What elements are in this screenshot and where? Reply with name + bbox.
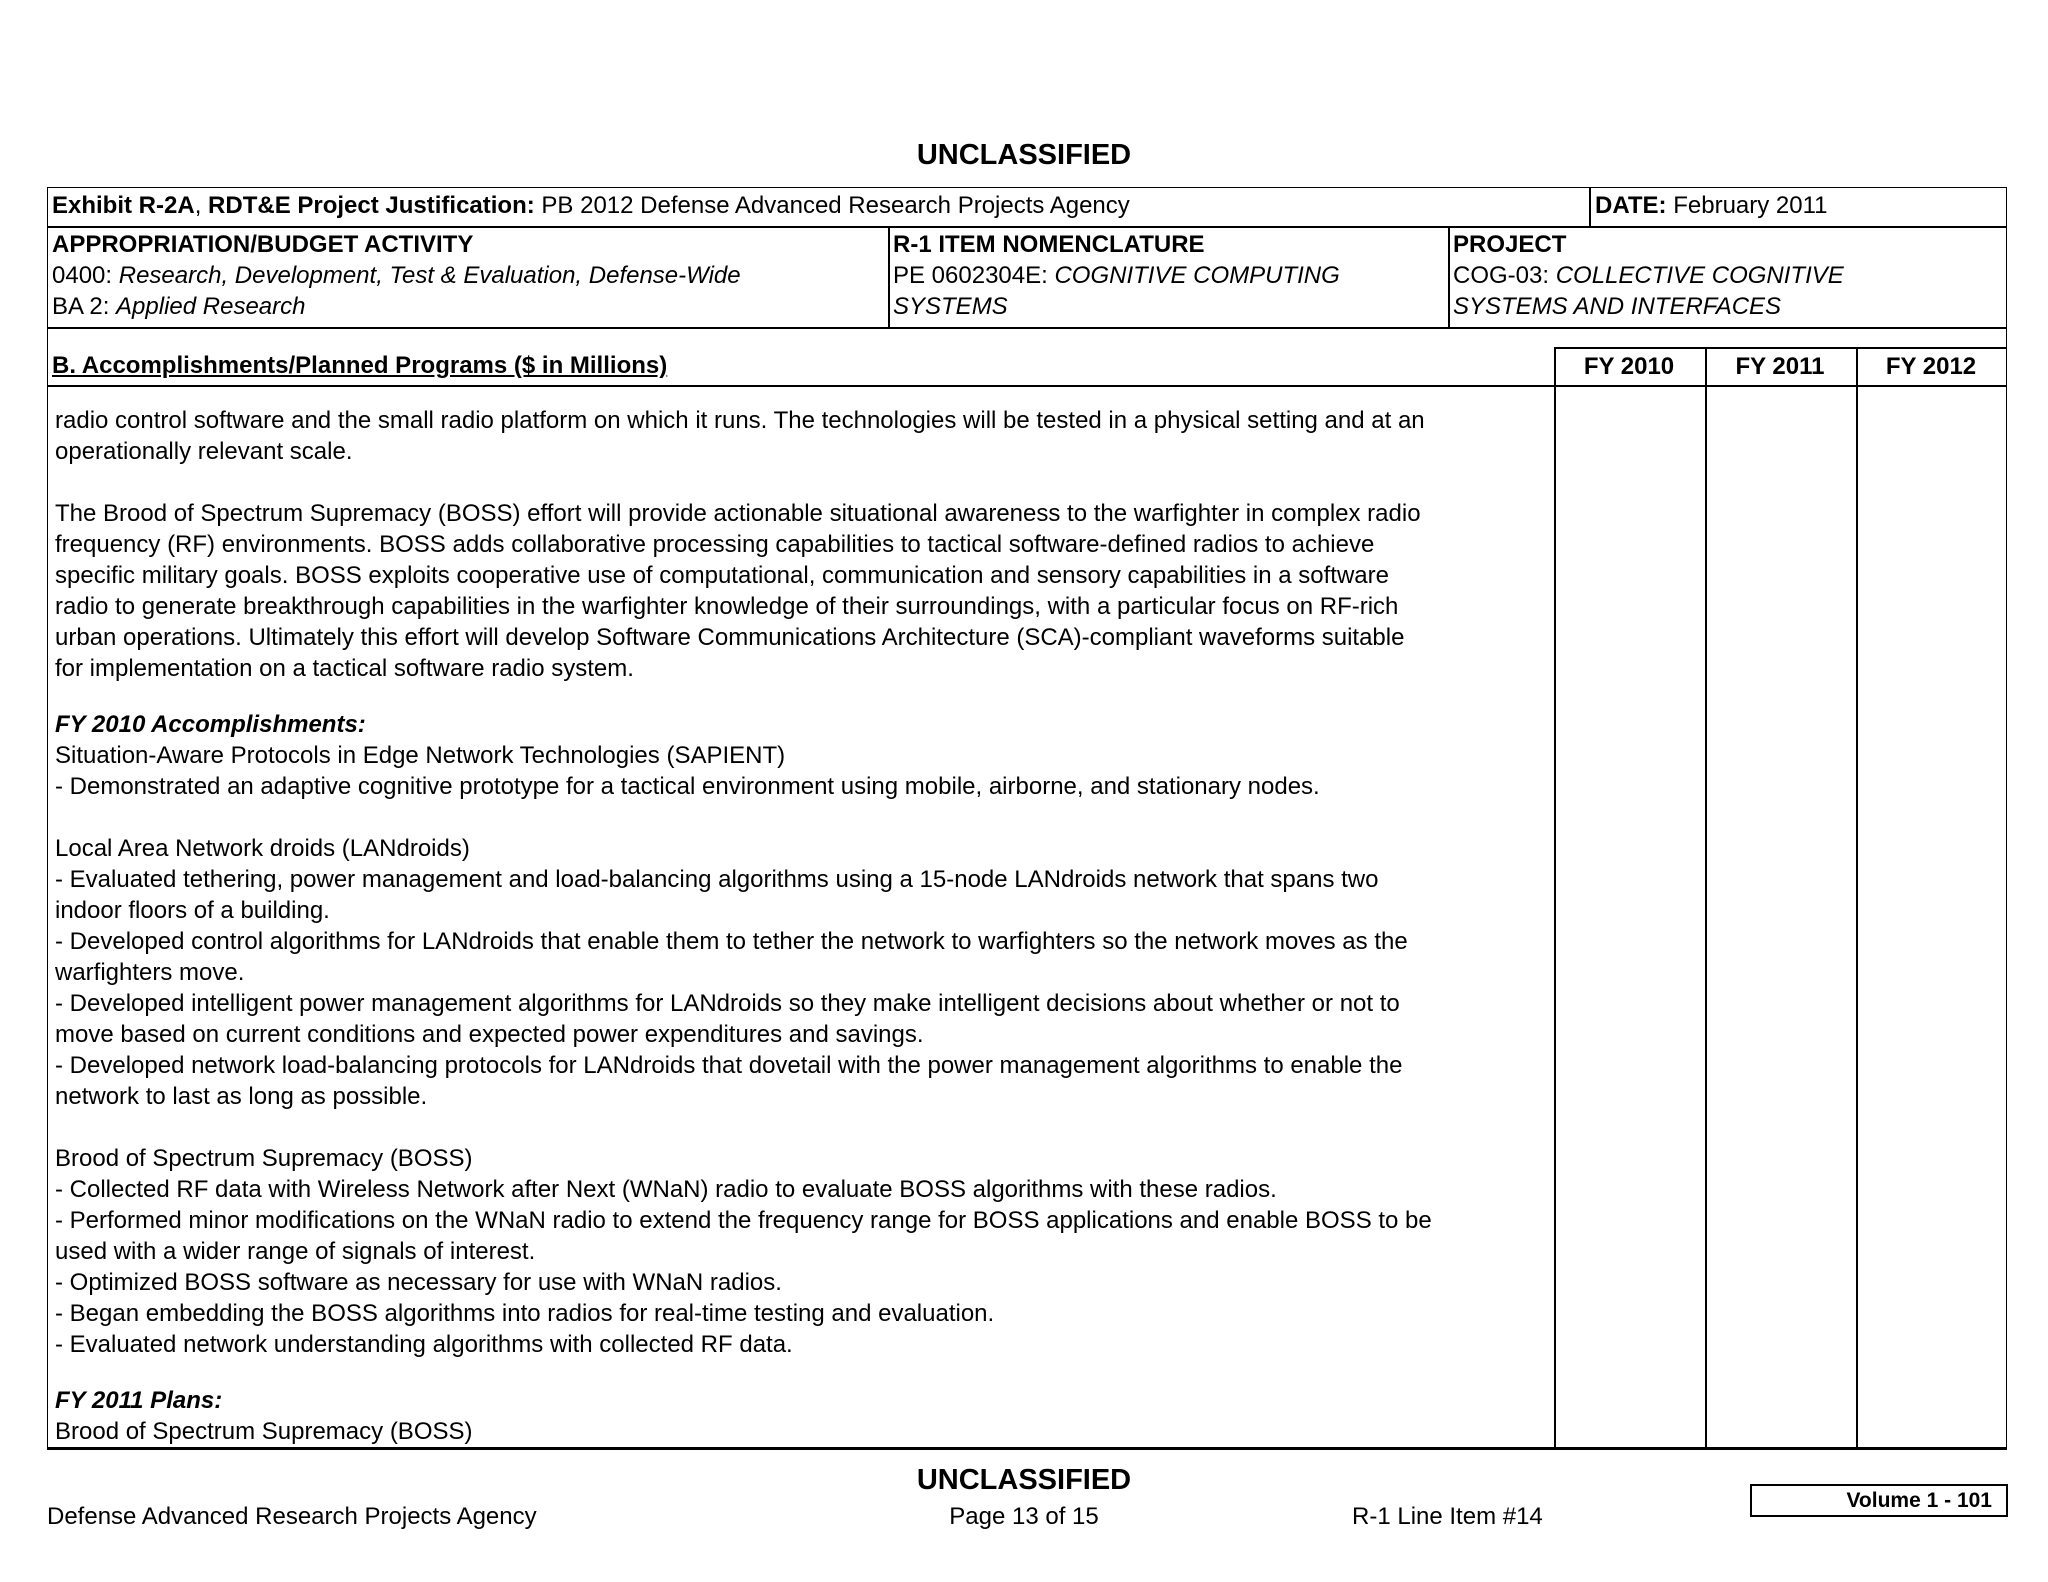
- body-line: network to last as long as possible.: [55, 1083, 428, 1110]
- r1-item-heading: R-1 ITEM NOMENCLATURE: [893, 231, 1205, 258]
- body-line: move based on current conditions and expected power expenditures and savings.: [55, 1021, 924, 1048]
- fy-header-top: [1554, 347, 2006, 349]
- exhibit-line: [52, 190, 1130, 221]
- body-line: specific military goals. BOSS exploits cooperative use of computational, communication and sensory capabilities in a software: [55, 562, 1389, 589]
- body-line: - Optimized BOSS software as necessary for use with WNaN radios.: [55, 1269, 782, 1296]
- footer-agency: Defense Advanced Research Projects Agency: [47, 1503, 537, 1530]
- r1-item-code: PE 0602304E:: [893, 262, 1055, 289]
- body-line: urban operations. Ultimately this effort will develop Software Communications Architecture (SCA)-compliant waveforms suitable: [55, 624, 1405, 651]
- body-line: - Demonstrated an adaptive cognitive prototype for a tactical environment using mobile, airborne, and stationary nodes.: [55, 773, 1320, 800]
- classification-bottom: UNCLASSIFIED: [916, 1464, 1132, 1496]
- divider-r1-item: [888, 226, 890, 327]
- body-line: warfighters move.: [55, 959, 245, 986]
- divider-date: [1589, 188, 1591, 226]
- body-line: - Developed network load-balancing protocols for LANdroids that dovetail with the power management algorithms to enable the: [55, 1052, 1403, 1079]
- divider-project: [1448, 226, 1450, 327]
- body-line: - Collected RF data with Wireless Network after Next (WNaN) radio to evaluate BOSS algorithms with these radios.: [55, 1176, 1277, 1203]
- fy-col-divider-1: [1554, 347, 1556, 1447]
- body-line: - Developed control algorithms for LANdroids that enable them to tether the network to warfighters so the network moves as the: [55, 928, 1408, 955]
- date-value: February 2011: [1666, 192, 1828, 219]
- r1-item-text-2: SYSTEMS: [893, 293, 1008, 320]
- accomplishments-body: [55, 405, 1550, 1447]
- r1-item-text-1: COGNITIVE COMPUTING: [1054, 262, 1340, 289]
- exhibit-sep: ,: [194, 192, 209, 219]
- fy2011-heading: FY 2011 Plans:: [55, 1387, 223, 1414]
- body-line: The Brood of Spectrum Supremacy (BOSS) effort will provide actionable situational awareness to the warfighter in complex radio: [55, 500, 1421, 527]
- appropriation-heading: APPROPRIATION/BUDGET ACTIVITY: [52, 231, 474, 258]
- body-line: - Developed intelligent power management algorithms for LANdroids so they make intelligent decisions about whether or not to: [55, 990, 1400, 1017]
- body-line: Brood of Spectrum Supremacy (BOSS): [55, 1418, 473, 1445]
- date-line: [1595, 190, 1828, 221]
- classification-top: UNCLASSIFIED: [916, 139, 1132, 171]
- body-line: Local Area Network droids (LANdroids): [55, 835, 470, 862]
- exhibit-text: PB 2012 Defense Advanced Research Projects Agency: [534, 192, 1130, 219]
- divider-bottom-inner: [48, 1447, 2006, 1449]
- body-line: - Performed minor modifications on the WNaN radio to extend the frequency range for BOSS applications and enable BOSS to be: [55, 1207, 1432, 1234]
- body-line: Brood of Spectrum Supremacy (BOSS): [55, 1145, 473, 1172]
- divider-row1: [48, 226, 2006, 228]
- exhibit-label: Exhibit R-2A: [52, 192, 195, 219]
- divider-section-header: [48, 385, 2006, 387]
- exhibit-type: RDT&E Project Justification:: [208, 192, 535, 219]
- project-text-2: SYSTEMS AND INTERFACES: [1453, 293, 1782, 320]
- project-code: COG-03:: [1453, 262, 1556, 289]
- divider-row2: [48, 327, 2006, 329]
- fy2010-heading: FY 2010 Accomplishments:: [55, 711, 366, 738]
- volume-box: Volume 1 - 101: [1750, 1484, 2008, 1517]
- body-line: - Began embedding the BOSS algorithms into radios for real-time testing and evaluation.: [55, 1300, 995, 1327]
- footer-line-item: R-1 Line Item #14: [1352, 1503, 1543, 1530]
- column-fy2012: FY 2012: [1885, 353, 1977, 380]
- appropriation-code-1: 0400:: [52, 262, 119, 289]
- appropriation-cell: [52, 229, 741, 322]
- date-label: DATE:: [1595, 192, 1667, 219]
- appropriation-text-2: Applied Research: [116, 293, 306, 320]
- project-heading: PROJECT: [1453, 231, 1567, 258]
- body-line: frequency (RF) environments. BOSS adds collaborative processing capabilities to tactical software-defined radios to achieve: [55, 531, 1375, 558]
- body-line: operationally relevant scale.: [55, 438, 353, 465]
- body-line: used with a wider range of signals of interest.: [55, 1238, 536, 1265]
- body-line: radio control software and the small radio platform on which it runs. The technologies will be tested in a physical setting and at an: [55, 407, 1425, 434]
- footer-page: Page 13 of 15: [949, 1503, 1099, 1530]
- r1-item-cell: [893, 229, 1340, 322]
- appropriation-text-1: Research, Development, Test & Evaluation, Defense-Wide: [118, 262, 741, 289]
- body-line: radio to generate breakthrough capabilities in the warfighter knowledge of their surroundings, with a particular focus on RF-rich: [55, 593, 1399, 620]
- body-line: - Evaluated network understanding algorithms with collected RF data.: [55, 1331, 793, 1358]
- body-line: for implementation on a tactical software radio system.: [55, 655, 634, 682]
- column-fy2011: FY 2011: [1735, 353, 1825, 380]
- body-line: indoor floors of a building.: [55, 897, 330, 924]
- fy-col-divider-3: [1856, 347, 1858, 1447]
- section-b-title: B. Accomplishments/Planned Programs ($ in Millions): [52, 352, 668, 379]
- appropriation-code-2: BA 2:: [52, 293, 117, 320]
- column-fy2010: FY 2010: [1583, 353, 1675, 380]
- project-cell: [1453, 229, 1844, 322]
- body-line: Situation-Aware Protocols in Edge Network Technologies (SAPIENT): [55, 742, 786, 769]
- body-line: - Evaluated tethering, power management and load-balancing algorithms using a 15-node LANdroids network that spans two: [55, 866, 1379, 893]
- fy-col-divider-2: [1705, 347, 1707, 1447]
- project-text-1: COLLECTIVE COGNITIVE: [1555, 262, 1844, 289]
